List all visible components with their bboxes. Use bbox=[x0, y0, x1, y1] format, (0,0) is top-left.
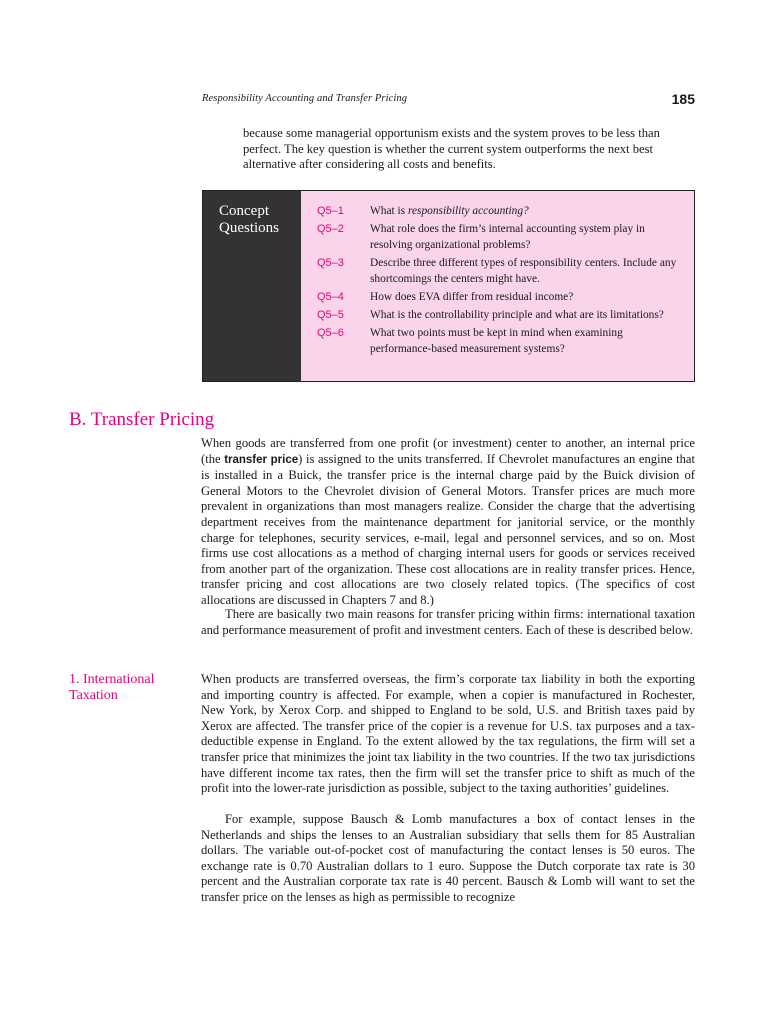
section-heading: B. Transfer Pricing bbox=[69, 409, 215, 430]
question-item bbox=[317, 289, 684, 305]
subsection-heading: 1. International Taxation bbox=[69, 672, 155, 703]
page-number: 185 bbox=[671, 91, 695, 107]
question-number: Q5–1 bbox=[317, 205, 344, 217]
key-term: transfer price bbox=[224, 453, 299, 466]
question-item bbox=[317, 221, 684, 253]
concept-questions-title bbox=[203, 191, 301, 381]
question-number: Q5–4 bbox=[317, 291, 344, 303]
question-number: Q5–5 bbox=[317, 309, 344, 321]
taxation-paragraph-2: For example, suppose Bausch & Lomb manufactures a box of contact lenses in the Netherlands and ships the lenses to an Australian subsidiary that sells them for 85 Australian dollars. The variable out-of-pocket cost of manufacturing the contact lenses is 50 euros. The exchange rate is 0.70 Australian dollars to 1 euro. Suppose the Dutch corporate tax rate is 30 percent and the Australian corporate tax rate is 40 percent. Bausch & Lomb will want to set the transfer price on the lenses as high as permissible to recognize bbox=[201, 812, 695, 904]
concept-questions-list bbox=[301, 191, 694, 381]
question-item bbox=[317, 307, 684, 323]
transfer-pricing-paragraph-1: When goods are transferred from one profit (or investment) center to another, an internal price (the transfer price) is assigned to the units transferred. If Chevrolet manufactures an engine that is installed in a Buick, the transfer price is the internal charge paid by the Buick division of General Motors to the Chevrolet division of General Motors. Transfer prices are much more prevalent in organizations than most managers realize. Consider the charge that the advertising department receives from the maintenance department for janitorial service, or the monthly charge for telephones, security services, e-mail, legal and personnel services, and so on. Most firms use cost allocations as a method of charging internal users for goods or services received from another part of the organization. These cost allocations are in reality transfer prices. Hence, transfer pricing and cost allocations are two closely related topics. (The specifics of cost allocations are discussed in Chapters 7 and 8.) bbox=[201, 436, 695, 607]
question-number: Q5–2 bbox=[317, 223, 344, 235]
question-text: What two points must be kept in mind when examining performance-based measurement systems? bbox=[370, 327, 623, 355]
concept-title-line2: Questions bbox=[219, 220, 279, 236]
question-number: Q5–3 bbox=[317, 257, 344, 269]
question-item bbox=[317, 255, 684, 287]
question-text: Describe three different types of responsibility centers. Include any shortcomings the centers might have. bbox=[370, 257, 677, 285]
question-item bbox=[317, 325, 684, 357]
question-text: What is responsibility accounting? bbox=[370, 205, 529, 217]
question-item bbox=[317, 203, 684, 219]
concept-title-line1: Concept bbox=[219, 203, 269, 219]
intro-paragraph: because some managerial opportunism exists and the system proves to be less than perfect. The key question is whether the current system outperforms the next best alternative after considering all costs and benefits. bbox=[243, 126, 660, 172]
running-title: Responsibility Accounting and Transfer Pricing bbox=[202, 93, 408, 104]
question-number: Q5–6 bbox=[317, 327, 344, 339]
question-text: What is the controllability principle and what are its limitations? bbox=[370, 309, 664, 321]
question-text: How does EVA differ from residual income? bbox=[370, 291, 574, 303]
transfer-pricing-paragraph-2: There are basically two main reasons for transfer pricing within firms: international taxation and performance measurement of profit and investment centers. Each of these is described below. bbox=[201, 607, 695, 637]
question-text: What role does the firm’s internal accounting system play in resolving organizational problems? bbox=[370, 223, 645, 251]
taxation-paragraph-1: When products are transferred overseas, the firm’s corporate tax liability in both the exporting and importing country is affected. For example, when a copier is manufactured in Rochester, New York, by Xerox Corp. and shipped to England to be sold, U.S. and British taxes paid by Xerox are affected. The transfer price of the copier is a revenue for U.S. tax purposes and a tax-deductible expense in England. To the extent allowed by the tax regulations, the firm will set a transfer price that minimizes the joint tax liability in the two countries. If the two tax jurisdictions have different income tax rates, then the firm will set the transfer price to shift as much of the profit into the lower-rate jurisdiction as possible, subject to the taxing authorities’ guidelines. bbox=[201, 672, 695, 796]
concept-questions-box bbox=[202, 190, 695, 382]
